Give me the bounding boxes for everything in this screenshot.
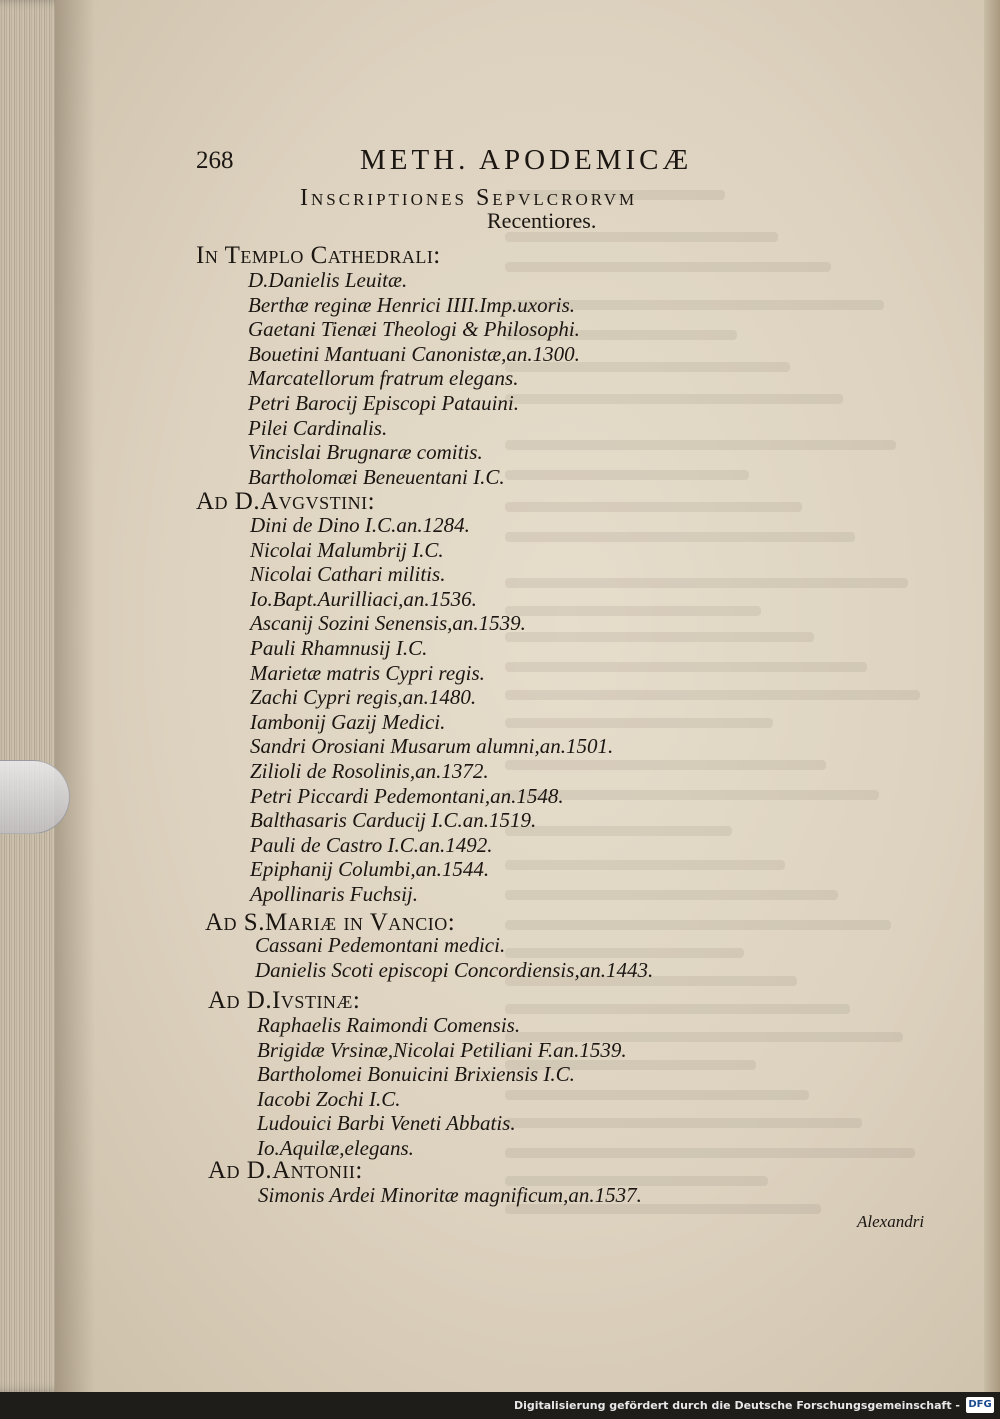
inscription-entry: Apollinaris Fuchsij. xyxy=(250,882,418,906)
inscription-entry: Balthasaris Carducij I.C.an.1519. xyxy=(250,808,537,833)
inscription-entry: Zachi Cypri regis,an.1480. xyxy=(250,685,477,710)
catchword: Alexandri xyxy=(857,1212,925,1231)
inscription-entry: Raphaelis Raimondi Comensis. xyxy=(257,1013,521,1037)
dfg-logo-icon: DFG xyxy=(966,1397,994,1413)
inscription-entry: Zilioli de Rosolinis,an.1372. xyxy=(250,759,489,783)
inscription-entry: Ludouici Barbi Veneti Abbatis. xyxy=(257,1111,516,1136)
inscription-entry: Pilei Cardinalis. xyxy=(248,415,388,440)
page-gutter-shadow xyxy=(55,0,95,1392)
footer-credit: Digitalisierung gefördert durch die Deutsche Forschungsgemeinschaft - xyxy=(513,1399,960,1412)
page-title-line-2: Recentiores. xyxy=(487,208,597,233)
inscription-entry: Dini de Dino I.C.an.1284. xyxy=(250,513,470,537)
inscription-entry: Marcatellorum fratrum elegans. xyxy=(248,366,519,391)
inscription-entry: Danielis Scoti episcopi Concordiensis,an.1443. xyxy=(255,957,654,982)
inscription-entry: Epiphanij Columbi,an.1544. xyxy=(250,857,490,882)
section-heading: In Templo Cathedrali: xyxy=(196,242,441,269)
inscription-entry: Nicolai Malumbrij I.C. xyxy=(250,537,444,562)
inscription-entry: Gaetani Tienæi Theologi & Philosophi. xyxy=(248,317,580,342)
inscription-entry: Pauli Rhamnusij I.C. xyxy=(250,636,428,660)
inscription-entry: D.Danielis Leuitæ. xyxy=(248,268,408,292)
page-title-line-1: Inscriptiones Sepvlcrorvm xyxy=(300,185,638,211)
inscription-entry: Io.Aquilæ,elegans. xyxy=(257,1136,414,1160)
inscription-entry: Vincislai Brugnaræ comitis. xyxy=(248,440,483,465)
inscription-entry: Marietæ matris Cypri regis. xyxy=(250,660,485,685)
right-page-edge xyxy=(984,0,1000,1392)
section-heading: Ad D.Ivstinæ: xyxy=(208,987,361,1014)
inscription-entry: Bouetini Mantuani Canonistæ,an.1300. xyxy=(248,341,580,366)
inscription-entry: Ascanij Sozini Senensis,an.1539. xyxy=(250,611,526,636)
inscription-entry: Simonis Ardei Minoritæ magnificum,an.1537. xyxy=(258,1183,642,1207)
inscription-entry: Bartholomæi Beneuentani I.C. xyxy=(248,464,505,489)
digitization-footer xyxy=(0,1392,1000,1419)
section-heading: Ad D.Antonii: xyxy=(208,1157,363,1184)
running-head: METH. APODEMICÆ xyxy=(360,144,693,176)
inscription-entry: Sandri Orosiani Musarum alumni,an.1501. xyxy=(250,734,614,759)
inscription-entry: Petri Barocij Episcopi Patauini. xyxy=(248,391,520,415)
section-heading: Ad S.Mariæ in Vancio: xyxy=(205,909,456,936)
inscription-entry: Nicolai Cathari militis. xyxy=(250,562,446,587)
inscription-entry: Iambonij Gazij Medici. xyxy=(250,709,446,734)
inscription-entry: Brigidæ Vrsinæ,Nicolai Petiliani F.an.1539. xyxy=(257,1037,627,1062)
inscription-entry: Bartholomei Bonuicini Brixiensis I.C. xyxy=(257,1062,575,1087)
inscription-entry: Berthæ reginæ Henrici IIII.Imp.uxoris. xyxy=(248,292,575,317)
page-number: 268 xyxy=(196,147,234,174)
section-heading: Ad D.Avgvstini: xyxy=(196,488,376,515)
inscription-entry: Petri Piccardi Pedemontani,an.1548. xyxy=(250,783,564,808)
inscription-entry: Cassani Pedemontani medici. xyxy=(255,933,506,957)
inscription-entry: Io.Bapt.Aurilliaci,an.1536. xyxy=(250,586,477,611)
inscription-entry: Iacobi Zochi I.C. xyxy=(257,1086,401,1111)
inscription-entry: Pauli de Castro I.C.an.1492. xyxy=(250,832,493,857)
